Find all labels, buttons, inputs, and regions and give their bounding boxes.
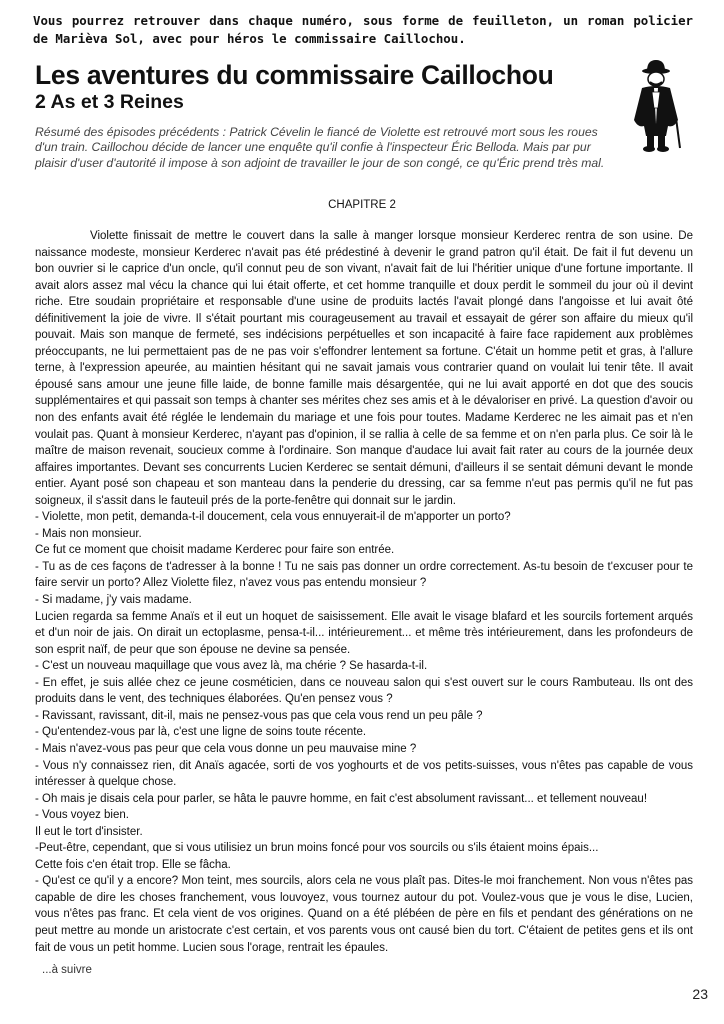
story-paragraph: - Si madame, j'y vais madame. xyxy=(35,594,192,607)
page-number: 23 xyxy=(692,986,708,1002)
story-paragraph: Il eut le tort d'insister. xyxy=(35,825,143,838)
page-title: Les aventures du commissaire Caillochou xyxy=(35,60,554,90)
story-paragraph: - Qu'entendez-vous par là, c'est une ligne de soins toute récente. xyxy=(35,726,367,739)
series-intro: Vous pourrez retrouver dans chaque numéro, sous forme de feuilleton, un roman policier de Marièva Sol, avec pour héros le commissaire Caillochou. xyxy=(33,13,693,46)
to-be-continued: ...à suivre xyxy=(42,964,92,976)
story-paragraph: - Violette, mon petit, demanda-t-il doucement, cela vous ennuyerait-il de m'apporter un porto? xyxy=(35,511,511,524)
story-paragraph: - C'est un nouveau maquillage que vous avez là, ma chérie ? Se hasarda-t-il. xyxy=(35,660,428,673)
story-paragraph: - Oh mais je disais cela pour parler, se hâta le pauvre homme, en fait c'est absolument ravissant... et tellement nouveau! xyxy=(35,792,648,805)
story-paragraph: - Vous n'y connaissez rien, dit Anaïs agacée, sorti de vos yoghourts et de vos petits-suisses, vous n'êtes pas capable de vous intéresser à quelque chose. xyxy=(35,759,693,789)
commissaire-caillochou-illustration xyxy=(628,58,686,154)
chapter-heading: CHAPITRE 2 xyxy=(328,199,396,211)
story-paragraph: - Qu'est ce qu'il y a encore? Mon teint, mes sourcils, alors cela ne vous plaît pas. Dites-le moi franchement. Non vous n'êtes pas capable de dire les choses franchement, vous louvoyez, vous tournez autour du pot. Voulez-vous que je vous le dise, Lucien, vous n'êtes pas franc. Et cela vient de vos origines. Quand on a été plébéen de père en fils et pendant des générations on ne peut mettre au monde un aristocrate c'est certain, et vos parents vous ont causé bien du tort. C'étaient de petites gens et ils ont fait de vous un petit homme. Lucien sous l'orage, rentrait les épaules. xyxy=(35,875,693,954)
story-paragraph: - Mais n'avez-vous pas peur que cela vous donne un peu mauvaise mine ? xyxy=(35,742,417,755)
story-paragraph: - Tu as de ces façons de t'adresser à la bonne ! Tu ne sais pas donner un ordre correctement. As-tu besoin de t'excuser pour te faire servir un porto? Allez Violette filez, n'avez vous pas entendu monsieur ? xyxy=(35,560,693,590)
story-body xyxy=(35,228,693,956)
story-paragraph: - Vous voyez bien. xyxy=(35,809,129,822)
story-paragraph: Lucien regarda sa femme Anaïs et il eut un hoquet de saisissement. Elle avait le visage blafard et les sourcils fortement arqués et d'un noir de jais. On dirait un ectoplasme, pensa-t-il... intérieurement... et même très intérieurement, dans les profondeurs de son esprit naïf, de peur que son épouse ne devine sa pensée. xyxy=(35,610,693,656)
story-paragraph: Ce fut ce moment que choisit madame Kerderec pour faire son entrée. xyxy=(35,544,395,557)
story-paragraph: -Peut-être, cependant, que si vous utilisiez un brun moins foncé pour vos sourcils ou s'ils étaient moins épais... xyxy=(35,842,599,855)
story-paragraph: - Mais non monsieur. xyxy=(35,527,142,540)
episode-subtitle: 2 As et 3 Reines xyxy=(35,91,184,113)
story-paragraph: - Ravissant, ravissant, dit-il, mais ne pensez-vous pas que cela vous rend un peu pâle ? xyxy=(35,709,483,722)
previous-episodes-summary: Résumé des épisodes précédents : Patrick Cévelin le fiancé de Violette est retrouvé mort sous les roues d'un train. Caillochou décide de lancer une enquête qu'il confie à l'inspecteur Éric Belloda. Mais par pur plaisir d'user d'autorité il impose à son adjoint de travailler le jour de son congé, ce qu'Éric prend très mal. xyxy=(35,125,605,170)
story-paragraph: - En effet, je suis allée chez ce jeune cosméticien, dans ce nouveau salon qui s'est ouvert sur le cours Rambuteau. Ils ont des produits dans le vent, des techniques élaborées. Qu'en pensez vous ? xyxy=(35,676,693,706)
story-paragraph: Violette finissait de mettre le couvert dans la salle à manger lorsque monsieur Kerderec rentra de son usine. De naissance modeste, monsieur Kerderec n'avait pas été prédestiné à devenir le grand patron qu'il était. De fait il fut devenu un bon ouvrier si le caprice d'un oncle, qu'il connut peu de son vivant, n'avait fait de lui l'héritier unique d'une fortune importante. Il avait alors assez mal vécu la chance qui lui était offerte, et cet homme tranquille et doux perdit le sommeil du jour où il devint riche. Etre soudain propriétaire et responsable d'une usine de produits lactés l'avait plongé dans l'angoisse et lui avait ôté définitivement la joie de vivre. Il s'était pourtant mis courageusement au travail et essayait de gérer son affaire du mieux qu'il pouvait. Mais son manque de fermeté, ses indécisions perpétuelles et son incapacité à faire face rapidement aux problèmes préoccupants, ne lui permettaient pas de ne pas voir s'effondrer lentement sa fortune. C'était un homme petit et gras, à l'allure terne, à l'expression apeurée, au maintien hésitant qui ne savait jamais vous contrarier quand on voulait lui tenir tête. Il avait épousé sans amour une jeune fille laide, de bonne famille mais désargentée, qui ne lui avait apporté en dot que des soucis supplémentaires et qui passait son temps à chanter ses mérites chez ses amis et à le dévaloriser en privé. La question d'avoir ou non des enfants avait été réglée le lendemain du mariage et une fois pour toutes. Madame Kerderec ne les aimait pas et n'en voulait pas. Quant à monsieur Kerderec, n'ayant pas d'opinion, il se rallia à celle de sa femme et on n'en parla plus. Ce soir là le maître de maison revenait, soucieux comme à l'ordinaire. Son manque d'audace lui avait fait rater au cours de la journée deux affaires importantes. Devant ses concurrents Lucien Kerderec se sentait démuni, d'ailleurs il se sentait démuni devant le monde entier. Ayant posé son chapeau et son manteau dans la penderie du dressing, car sa femme n'eut pas permis qu'il ne fut pas soigneux, il s'assit dans le fauteuil prés de la porte-fenêtre qui donnait sur le jardin. xyxy=(35,230,693,507)
story-paragraph: Cette fois c'en était trop. Elle se fâcha. xyxy=(35,858,231,871)
